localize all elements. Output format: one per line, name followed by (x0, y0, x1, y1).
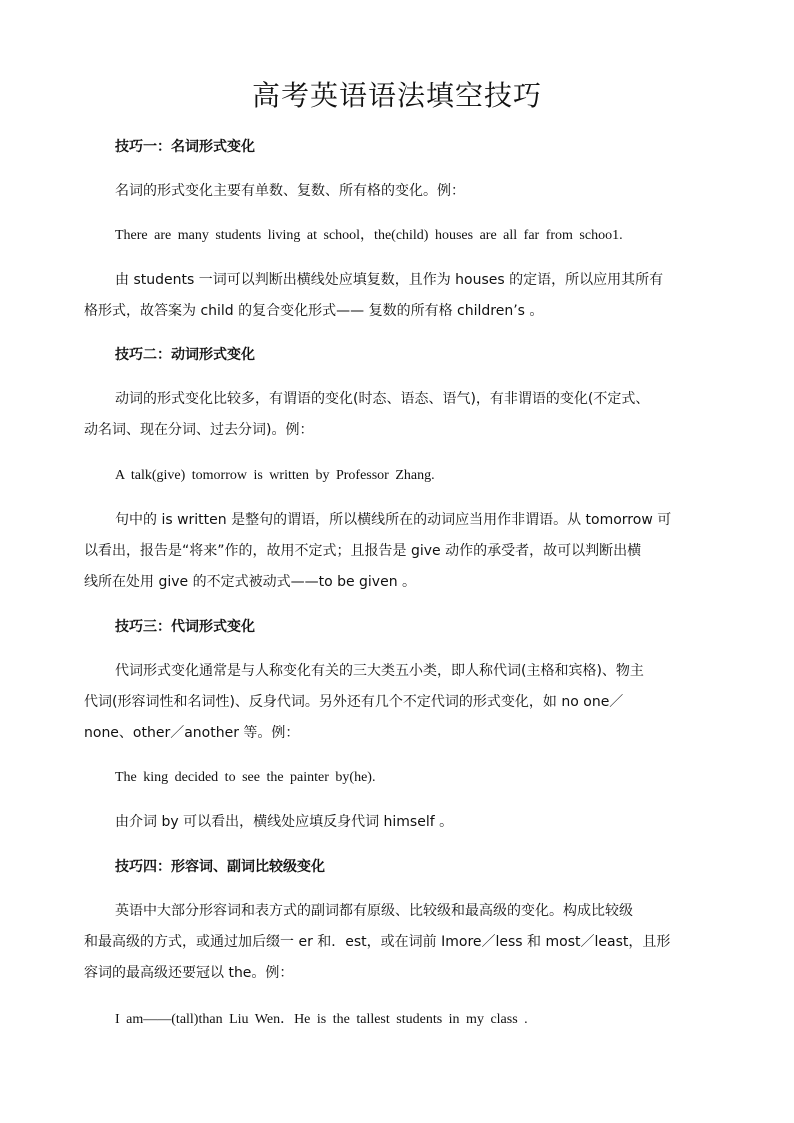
section-heading: 技巧一：名词形式变化 (115, 139, 255, 155)
explanation-line: 线所在处用 give 的不定式被动式——to be given 。 (84, 574, 417, 590)
section-intro-line: 动词的形式变化比较多，有谓语的变化(时态、语态、语气)，有非谓语的变化(不定式、 (115, 391, 650, 407)
section-heading: 技巧四：形容词、副词比较级变化 (115, 859, 325, 875)
explanation-line: 以看出，报告是“将来”作的，故用不定式；且报告是 give 动作的承受者，故可以判断出横 (84, 543, 642, 559)
section-intro-line: none、other／another 等。例： (84, 725, 300, 741)
section-intro-line: 动名词、现在分词、过去分词)。例： (84, 422, 314, 438)
section-intro-line: 代词(形容词性和名词性)、反身代词。另外还有几个不定代词的形式变化，如 no one／ (84, 694, 624, 710)
example-sentence: A talk(give) tomorrow is written by Professor Zhang. (115, 468, 435, 483)
explanation-line: 句中的 is written 是整句的谓语，所以横线所在的动词应当用作非谓语。从 tomorrow 可 (115, 512, 672, 528)
example-sentence: The king decided to see the painter by(he). (115, 770, 376, 785)
explanation-line: 由 students 一词可以判断出横线处应填复数，且作为 houses 的定语，所以应用其所有 (115, 272, 664, 288)
section-intro: 名词的形式变化主要有单数、复数、所有格的变化。例： (115, 183, 465, 199)
explanation-line: 格形式，故答案为 child 的复合变化形式—— 复数的所有格 children’s 。 (84, 303, 544, 319)
example-sentence: There are many students living at school，the(child) houses are all far from schoo1. (115, 228, 623, 243)
section-intro-line: 英语中大部分形容词和表方式的副词都有原级、比较级和最高级的变化。构成比较级 (115, 903, 633, 919)
page-title: 高考英语语法填空技巧 (251, 79, 542, 112)
explanation-line: 由介词 by 可以看出，横线处应填反身代词 himself 。 (115, 814, 454, 830)
section-intro-line: 容词的最高级还要冠以 the。例： (84, 965, 294, 981)
section-heading: 技巧三：代词形式变化 (115, 619, 255, 635)
section-heading: 技巧二：动词形式变化 (115, 347, 255, 363)
section-intro-line: 和最高级的方式，或通过加后缀一 er 和．est，或在词前 Imore／less 和 most／least，且形 (84, 934, 671, 950)
example-sentence: I am——(tall)than Liu Wen．He is the tallest students in my class . (115, 1012, 528, 1027)
section-intro-line: 代词形式变化通常是与人称变化有关的三大类五小类，即人称代词(主格和宾格)、物主 (115, 663, 644, 679)
